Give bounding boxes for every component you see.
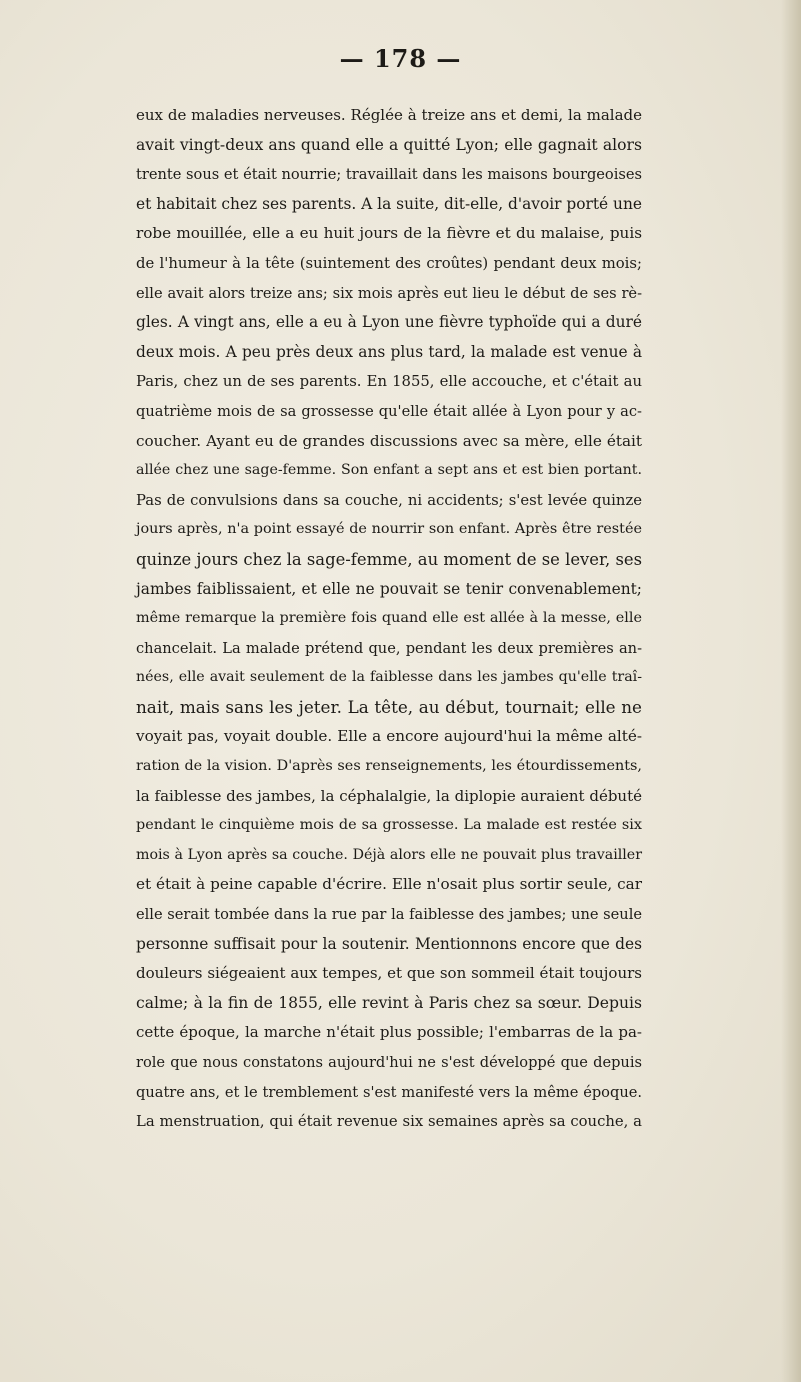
text-line: elle avait alors treize ans; six mois après eut lieu le début de ses rè- [136,284,642,302]
text-line: deux mois. A peu près deux ans plus tard, la malade est venue à [136,342,642,361]
text-line: quinze jours chez la sage-femme, au moment de se lever, ses [136,549,642,569]
text-line: cette époque, la marche n'était plus possible; l'embarras de la pa- [136,1023,642,1042]
text-line: role que nous constatons aujourd'hui ne s'est développé que depuis [136,1054,642,1071]
text-line: coucher. Ayant eu de grandes discussions avec sa mère, elle était [136,431,642,450]
text-line: quatrième mois de sa grossesse qu'elle était allée à Lyon pour y ac- [136,402,642,420]
text-line: La menstruation, qui était revenue six semaines après sa couche, a [136,1113,642,1131]
text-line: allée chez une sage-femme. Son enfant a sept ans et est bien portant. [136,462,642,479]
text-line: Paris, chez un de ses parents. En 1855, elle accouche, et c'était au [136,373,642,391]
text-line: calme; à la fin de 1855, elle revint à Paris chez sa sœur. Depuis [136,993,642,1012]
text-line: douleurs siégeaient aux tempes, et que son sommeil était toujours [136,964,642,983]
text-line: robe mouillée, elle a eu huit jours de la fièvre et du malaise, puis [136,224,642,243]
text-line: nait, mais sans les jeter. La tête, au début, tournait; elle ne [136,696,642,717]
page-number: — 178 — [339,44,462,73]
text-line: même remarque la première fois quand elle est allée à la messe, elle [136,610,642,627]
text-line: personne suffisait pour la soutenir. Mentionnons encore que des [136,934,642,953]
text-line: eux de maladies nerveuses. Réglée à treize ans et demi, la malade [136,106,642,124]
text-line: la faiblesse des jambes, la céphalalgie, la diplopie auraient débuté [136,786,642,805]
text-line: nées, elle avait seulement de la faiblesse dans les jambes qu'elle traî- [136,669,642,686]
body-text [136,101,642,1137]
text-line: Pas de convulsions dans sa couche, ni accidents; s'est levée quinze [136,491,642,509]
text-line: avait vingt-deux ans quand elle a quitté Lyon; elle gagnait alors [136,135,642,154]
text-line: ration de la vision. D'après ses renseignements, les étourdissements, [136,758,642,775]
text-line: chancelait. La malade prétend que, pendant les deux premières an- [136,639,642,657]
text-line: jours après, n'a point essayé de nourrir son enfant. Après être restée [136,521,642,538]
text-line: pendant le cinquième mois de sa grossesse. La malade est restée six [136,817,642,834]
text-line: voyait pas, voyait double. Elle a encore aujourd'hui la même alté- [136,727,642,746]
text-line: trente sous et était nourrie; travaillait dans les maisons bourgeoises [136,166,642,184]
text-line: quatre ans, et le tremblement s'est manifesté vers la même époque. [136,1083,642,1101]
page-edge-shadow [781,0,801,1382]
text-line: gles. A vingt ans, elle a eu à Lyon une fièvre typhoïde qui a duré [136,313,642,332]
text-line: et habitait chez ses parents. A la suite, dit-elle, d'avoir porté une [136,194,642,213]
text-line: de l'humeur à la tête (suintement des croûtes) pendant deux mois; [136,254,642,272]
text-line: et était à peine capable d'écrire. Elle n'osait plus sortir seule, car [136,875,642,894]
text-line: jambes faiblissaient, et elle ne pouvait se tenir convenablement; [136,579,642,598]
text-line: mois à Lyon après sa couche. Déjà alors elle ne pouvait plus travailler [136,846,642,863]
text-line: elle serait tombée dans la rue par la faiblesse des jambes; une seule [136,906,642,924]
